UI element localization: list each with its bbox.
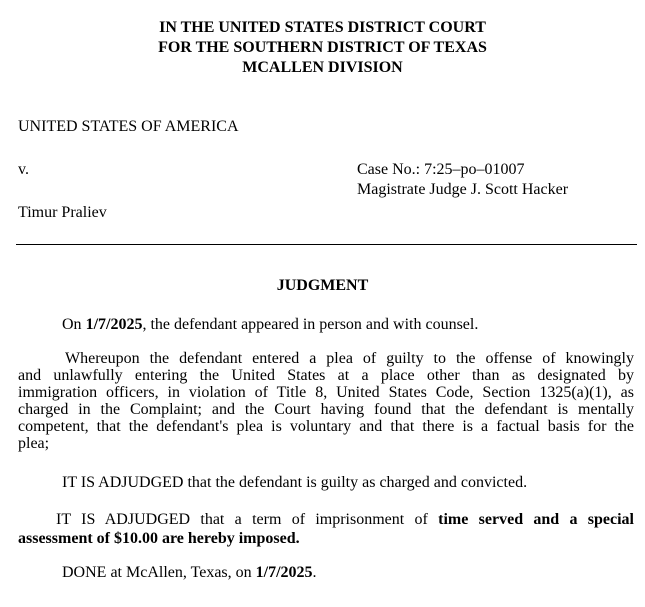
court-header-line-3: MCALLEN DIVISION: [242, 59, 403, 76]
done-suffix: .: [312, 564, 317, 581]
whereupon-line-3: immigration officers, in violation of Title 8, United States Code, Section 1325(a)(1), as: [18, 384, 634, 401]
judgment-title: JUDGMENT: [276, 277, 369, 294]
done-date: 1/7/2025: [255, 564, 313, 581]
imprisonment-bold-2: assessment of $10.00 are hereby imposed.: [18, 530, 300, 547]
appearance-prefix: On: [62, 316, 86, 333]
adjudged-guilty-paragraph: IT IS ADJUDGED that the defendant is guilty as charged and convicted.: [62, 474, 528, 491]
appearance-suffix: , the defendant appeared in person and with counsel.: [142, 316, 479, 333]
court-header: [0, 18, 645, 78]
imprisonment-paragraph: [18, 510, 634, 548]
imprisonment-line-2: [18, 529, 634, 548]
done-paragraph: [62, 563, 317, 583]
appearance-date: 1/7/2025: [85, 316, 143, 333]
whereupon-line-4: charged in the Complaint; and the Court having found that the defendant is mentally: [18, 401, 634, 418]
plaintiff-name: UNITED STATES OF AMERICA: [18, 118, 239, 135]
whereupon-line-6: plea;: [18, 435, 50, 452]
done-prefix: DONE at McAllen, Texas, on: [62, 564, 256, 581]
case-number: Case No.: 7:25–po–01007: [357, 161, 525, 178]
whereupon-line-5: competent, that the defendant's plea is voluntary and that there is a factual basis for the: [18, 418, 634, 435]
whereupon-paragraph: [18, 350, 634, 452]
appearance-paragraph: [62, 315, 478, 335]
magistrate-judge: Magistrate Judge J. Scott Hacker: [357, 181, 569, 198]
caption-divider: [16, 244, 637, 245]
whereupon-line-1: Whereupon the defendant entered a plea of guilty to the offense of knowingly: [65, 350, 634, 367]
versus-label: v.: [18, 161, 29, 178]
defendant-name: Timur Praliev: [18, 204, 107, 221]
imprisonment-bold-1: time served and a special: [438, 511, 635, 528]
court-header-line-1: IN THE UNITED STATES DISTRICT COURT: [159, 19, 486, 36]
imprisonment-prefix: IT IS ADJUDGED that a term of imprisonment of: [56, 511, 439, 528]
whereupon-line-2: and unlawfully entering the United States at a place other than as designated by: [18, 367, 634, 384]
court-header-line-2: FOR THE SOUTHERN DISTRICT OF TEXAS: [158, 39, 487, 56]
imprisonment-line-1: [18, 510, 634, 529]
